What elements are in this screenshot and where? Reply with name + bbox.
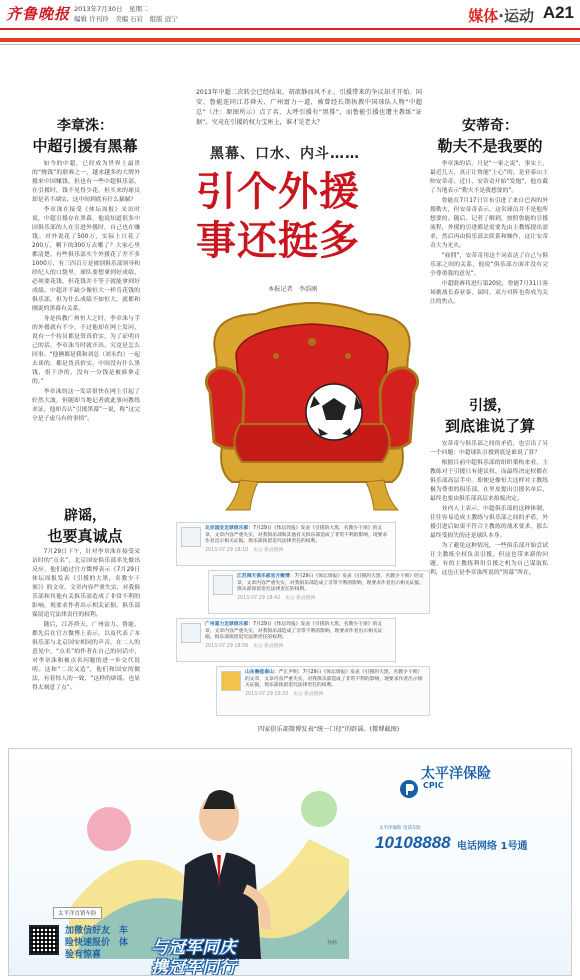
left-article-2 <box>32 548 140 734</box>
right-subhead-2 <box>420 396 560 436</box>
headline-line-1: 引个外援 <box>196 169 360 215</box>
ad-slogan-2: 携冠军同行 <box>151 958 236 976</box>
weibo-post-meta: 2013-07-29 18:10 来自 新浪微博 <box>205 547 284 553</box>
left-subhead-1-b: 中超引援有黑幕 <box>32 137 138 155</box>
weibo-post-meta: 2013-07-29 19:33 来自 新浪微博 <box>245 691 324 697</box>
right-subhead-2-b: 到底谁说了算 <box>444 417 535 435</box>
paragraph: 身是执教广州恒大之时，李章洙与手的外援就有不少，不过他却在网上发问，说有一个持员都是资真价实，为了证明自己的话，李章洙当时就开出，究竟是怎么回事。“他俩都是我和刘总（刘永灼）一起去谈的，都是货真价实，中间没有什么黑钱，很干净的，没有一分钱是被谁拿走的。” <box>32 316 140 385</box>
section-name: 媒体 <box>468 7 499 25</box>
paragraph: 李章洙在接受《体坛周报》采访时说，中超引援存在黑幕，他说知道很多中国俱乐部的人在引进外援时，自己也在赚钱。对外说花了500万，实际上只花了200万，剩下的300万去哪了？大家心里都清楚，有些俱乐部买个外援花了差不多1000万，有三四百万是被别俱乐部领导和经纪人的口袋里，球队要想拿到好成绩，必须要花钱，但花钱并不等于就能拿到好成绩。中超并不缺少像恒大一样肯花钱的俱乐部，但为什么成绩不如恒大，就都和刚说的黑幕有关系。 <box>32 207 140 312</box>
ad-phone-label: 太平洋保险 电话车险 <box>379 826 421 831</box>
weibo-post: 广州富力足球俱乐部：7月29日《体坛周报》发表《引援的大黑，名教少干预》的文章，文章内容严重失实，对我俱乐部造成了非常不利的影响，现要求作者出示相关证据，俱乐部保留追究法律责任的权利。 2013-07-29 18:56 来自 新浪微博 <box>176 618 396 662</box>
throne-chair-illustration <box>196 296 428 516</box>
paragraph: 如今的中超，已经成为世界上最贵的“烧钱”的联赛之一，越来越多的大牌外援来中国赚钱，但也有一些中超俱乐部，在引援时，钱不见得少花，但买来的球员却是名不副实，这中间到底有什么猫腻？ <box>32 161 140 203</box>
right-subhead-1-b: 勒夫不是我要的 <box>437 137 543 155</box>
right-article-1 <box>430 160 548 388</box>
right-article-2 <box>430 440 548 734</box>
section-subname: ·运动 <box>498 7 534 25</box>
left-article-1 <box>32 160 140 490</box>
paragraph: 根据目前中超俱乐部的组织架构来看，主教练对于引援只有建议权，而最终决定权都在俱乐部高层手中。即便是像恒大这样对主教练极为尊重的俱乐部，在里皮提出引援名单后，最终也要由俱乐部高层来拍板决定。 <box>430 460 548 502</box>
left-subhead-2-b: 也要真诚点 <box>47 527 123 545</box>
weibo-post-text: 7月29日《体坛周报》发表《引援的大黑，名教少干预》的文章，文章内容严重失实，对我俱乐部造成了非常不利的影响，现要求作者出示相关证据，俱乐部保留追究法律责任的权利。 <box>237 574 425 593</box>
ad-phone-number: 10108888 <box>375 833 451 852</box>
left-subhead-2 <box>20 506 150 546</box>
right-subhead-2-a: 引援， <box>469 398 511 414</box>
header-divider <box>0 44 580 45</box>
photo-caption: 四家俱乐部微博发表“统一口径”的辟谣。(微博截图) <box>258 726 400 733</box>
issue-date: 2013年7月30日 星期二 <box>74 5 149 13</box>
weibo-post: 北京国安足球俱乐部：7月29日《体坛周报》发表《引援的大黑，名教少干预》的文章，文章内容严重失实，对我俱乐部和其他有关俱乐部造成了非常不利的影响，现要求作者出示相关证据。俱乐部保留追究法律责任的权利。 2013-07-29 18:10 来自 新浪微博 <box>176 522 396 566</box>
newspaper-logo: 齐鲁晚报 <box>6 5 71 23</box>
ad-signature: 孙杨 <box>327 940 338 946</box>
masthead <box>0 0 580 30</box>
weibo-post-meta: 2013-07-29 18:56 来自 新浪微博 <box>205 643 284 649</box>
insurance-advertisement[interactable] <box>8 748 572 976</box>
issue-meta <box>74 4 178 24</box>
qr-code-icon[interactable] <box>29 925 59 955</box>
lead-paragraph: 2013年中超二次转会已经结束，胡欲静而风不止，引援带来的争议却才开始。国安、鲁能连同江苏舜天、广州富力一道，被曾经长期执教中国球队人物“中超总”（注：原图所示）点了名，大呼引援有“黑幕”，而鲁能引援也遭主教练“证据”。究竟在引援的权力宝座上，谁才是老大？ <box>196 89 422 126</box>
ad-brand-en: CPIC <box>423 781 444 790</box>
paragraph: 李章洙的这一发话很快在网上引起了轩然大波，但随即当地记者就此事向教练求证，他却否认“引援黑幕”一说，称“这完全是子虚乌有的事情”。 <box>32 389 140 422</box>
ad-slogan-1: 与冠军同庆 <box>151 938 236 958</box>
avatar <box>181 623 201 643</box>
issue-editors: 编辑 许刊玲 美编 石岩 组版 远宁 <box>74 15 178 23</box>
byline: 本报记者 李浩刚 <box>268 286 318 293</box>
left-subhead-1 <box>20 116 150 156</box>
weibo-post: 山东鲁能泰山：严正声明：7月29日《体坛周报》发表《引援的大黑，名教少干预》的文章，文章内容严重失实，对我俱乐部造成了非常不利的影响，现要求作者出示相关证据，俱乐部保留追究法律责任的权利。 2013-07-29 19:33 来自 新浪微博 <box>216 666 430 716</box>
ad-direct-sale-button[interactable]: 太平洋直销车险 <box>53 907 102 919</box>
cpic-logo-icon <box>399 779 419 799</box>
right-subhead-1 <box>420 116 560 156</box>
paragraph: 李章洙的话，只是“一家之说”，事实上，最近几天，真正让鲁能“上心”的，是亚泰山主帅安蒂奇。近日，安蒂奇开始“发炮”，他直截了当地表示“勒夫不是我想要的”。 <box>430 161 548 194</box>
page-number: A21 <box>542 3 574 22</box>
paragraph: 为了避免这种情况，一些俱乐部开始尝试让主教练全权负责引援，但这也带来新的问题，有的主教练利用引援之机为自己谋取私利，这也正是李章洙所说的“黑幕”所在。 <box>430 543 548 576</box>
header-rule <box>0 38 580 42</box>
right-subhead-1-a: 安蒂奇： <box>462 118 518 134</box>
ad-phone-network: 电话网络 1号通 <box>457 841 528 852</box>
weibo-screenshots <box>168 520 430 720</box>
left-subhead-2-a: 辟谣， <box>64 508 106 524</box>
paragraph: 鲁能在7月17日宣布引进了来自巴西的外援勒夫，但安蒂奇表示，这名球员并不是他所想要的。随后，记者了解到，按照鲁能的引援流程，外援的引进都是需要先由主教练提出需求，然后再由俱乐部去联系和操作，这让安蒂奇大为光火。 <box>430 198 548 249</box>
ad-qr-text: 加微信好友 车险快速报价 体验有惊喜 <box>65 926 129 960</box>
main-headline <box>196 168 436 266</box>
paragraph: 7月29日下午，针对李章洙在接受采访时的“点名”，北京国安俱乐部率先做出反应，他们通过官方微博表示《7月29日体坛周报发表《引援的大黑，名教少干预》》的文章，文章内容严重失实，对我俱乐部和其他有关俱乐部造成了非常不利的影响，现要求作者出示相关证据。俱乐部保留追究法律责任的权利。 <box>32 549 140 618</box>
headline-line-2: 事还挺多 <box>196 218 360 264</box>
avatar <box>181 527 201 547</box>
paragraph: “雇佣”，安蒂奇用这个词表达了自己与俱乐部之间的关系，他说“俱乐部方面并没有完全尊重我的意见”。 <box>430 253 548 277</box>
weibo-post-meta: 2013-07-29 18:42 来自 新浪微博 <box>237 595 316 601</box>
paragraph: 安蒂奇与俱乐部之间的矛盾，也引出了另一个问题：中超球队引援到底是谁说了算？ <box>430 441 548 456</box>
weibo-post-author: 山东鲁能泰山 <box>245 670 274 675</box>
avatar <box>221 671 241 691</box>
weibo-post-text: 7月29日《体坛周报》发表《引援的大黑，名教少干预》的文章，文章内容严重失实，对我俱乐部和其他有关俱乐部造成了非常不利的影响，现要求作者出示相关证据。俱乐部保留追究法律责任的权利。 <box>205 526 388 545</box>
left-subhead-1-a: 李章洙： <box>57 118 113 134</box>
paragraph: 业内人士表示，中超俱乐部的这种体制，往往容易造成主教练与俱乐部之间的矛盾，外援引进后如果不符合主教练的战术要求，那么最终受损失的还是球队本身。 <box>430 506 548 539</box>
paragraph: 随后，江苏舜天、广州富力、鲁能，都先后在官方微博上表示，以及代表了本俱乐部与北京国安相同的声音，在二人的意见中，“点名”的作者在自己的问话中，对李章洙和被点名问题的进一步交代说明。这和“二次又造”，他们和国安的做法，有着惊人的一致，“这样的辟谣，也显得太刻意了点”。 <box>32 622 140 691</box>
paragraph: 中超联赛将进行第20轮，鲁能7月31日客场挑战长春亚泰，届时，双方对阵也将成为关注的焦点。 <box>430 281 548 305</box>
avatar <box>213 575 233 595</box>
ad-brand-name: 太平洋保险 <box>421 766 491 782</box>
weibo-post-text: 严正声明：7月29日《体坛周报》发表《引援的大黑，名教少干预》的文章，文章内容严重失实，对我俱乐部造成了非常不利的影响，现要求作者出示相关证据，俱乐部保留追究法律责任的权利。 <box>245 670 423 689</box>
weibo-post-author: 北京国安足球俱乐部 <box>205 526 249 531</box>
section-tag <box>468 5 534 26</box>
kicker: 黑幕、口水、内斗…… <box>210 146 360 162</box>
weibo-post-text: 7月29日《体坛周报》发表《引援的大黑，名教少干预》的文章，文章内容严重失实，对我俱乐部造成了非常不利的影响，现要求作者出示相关证据，俱乐部保留追究法律责任的权利。 <box>205 622 383 641</box>
weibo-post-author: 江苏舜天俱乐部官方微博 <box>237 574 290 579</box>
weibo-post: 江苏舜天俱乐部官方微博：7月29日《体坛周报》发表《引援的大黑，名教少干预》的文章，文章内容严重失实，对我俱乐部造成了非常不利的影响，现要求作者出示相关证据，俱乐部保留追究法律责任的权利。 2013-07-29 18:42 来自 新浪微博 <box>208 570 430 614</box>
weibo-post-author: 广州富力足球俱乐部 <box>205 622 249 627</box>
